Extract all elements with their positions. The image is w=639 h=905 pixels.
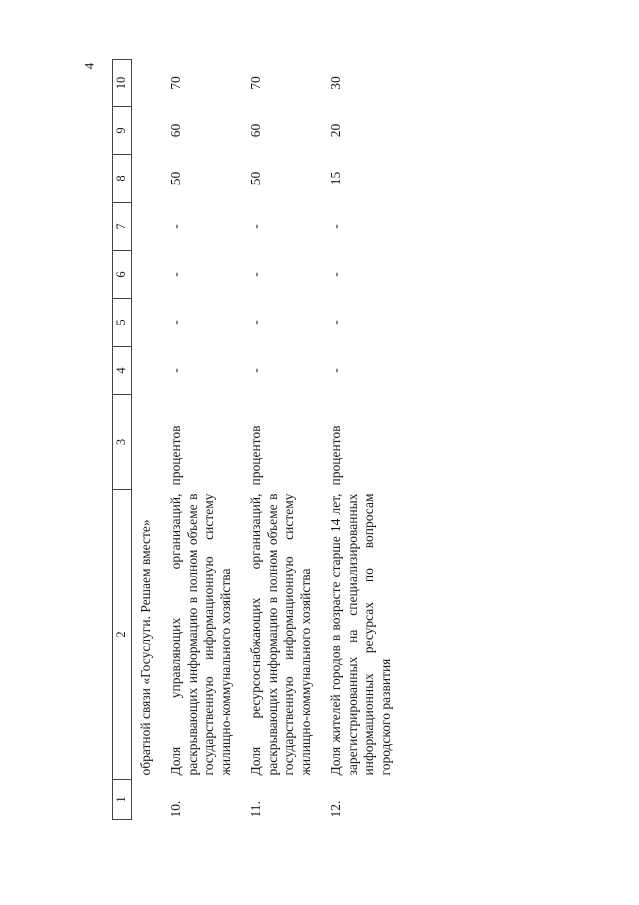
row-unit: процентов xyxy=(328,425,344,486)
row-c10: 70 xyxy=(168,76,184,90)
row-num: 11. xyxy=(248,801,264,818)
row-name: обратной связи «Госуслуги. Решаем вместе» xyxy=(138,519,153,776)
row-c6: - xyxy=(248,272,264,277)
row-c9: 60 xyxy=(168,123,184,138)
row-num xyxy=(132,780,155,820)
row-num: 10. xyxy=(168,800,184,818)
row-name: Доля жителей городов в возрасте старше 14 лет, зарегистрированных на специализированных информационных ресурсах по вопросам городского развития xyxy=(328,493,393,776)
row-c6: - xyxy=(328,272,344,277)
header-col-3: 3 xyxy=(113,395,132,490)
header-col-8: 8 xyxy=(113,155,132,203)
row-c10: 30 xyxy=(328,76,344,90)
row-c7: - xyxy=(248,224,264,229)
indicators-table xyxy=(112,59,394,820)
table-row-continuation xyxy=(132,60,155,820)
row-c9: 20 xyxy=(328,123,344,138)
header-col-6: 6 xyxy=(113,251,132,299)
row-unit: процентов xyxy=(248,425,264,486)
row-c8: 50 xyxy=(248,171,264,186)
header-col-9: 9 xyxy=(113,107,132,155)
row-c9: 60 xyxy=(248,123,264,138)
header-col-5: 5 xyxy=(113,299,132,347)
table-row xyxy=(154,60,234,820)
header-row xyxy=(113,60,132,820)
row-unit: процентов xyxy=(168,425,184,486)
header-col-10: 10 xyxy=(113,60,132,107)
row-c8: 50 xyxy=(168,171,184,186)
row-c10: 70 xyxy=(248,76,264,90)
row-c4: - xyxy=(248,368,264,373)
row-c4: - xyxy=(168,368,184,373)
table-row xyxy=(314,60,394,820)
row-c6: - xyxy=(168,272,184,277)
row-c5: - xyxy=(328,320,344,325)
row-c7: - xyxy=(328,224,344,229)
row-c4: - xyxy=(328,368,344,373)
row-name: Доля ресурсоснабжающих организаций, раскрывающих информацию в полном объеме в государственную информационную систему жилищно-коммунального хозяйства xyxy=(248,493,313,776)
header-col-7: 7 xyxy=(113,203,132,251)
row-c5: - xyxy=(248,320,264,325)
rotated-table-container xyxy=(112,60,532,820)
page-number: 4 xyxy=(81,62,97,70)
row-name: Доля управляющих организаций, раскрывающих информацию в полном объеме в государственную информационную систему жилищно-коммунального хозяйства xyxy=(168,493,233,776)
header-col-1: 1 xyxy=(113,780,132,820)
row-num: 12. xyxy=(328,800,344,818)
table-row xyxy=(234,60,314,820)
row-c7: - xyxy=(168,224,184,229)
row-c5: - xyxy=(168,320,184,325)
header-col-2: 2 xyxy=(113,490,132,780)
header-col-4: 4 xyxy=(113,347,132,395)
row-c8: 15 xyxy=(328,171,344,186)
